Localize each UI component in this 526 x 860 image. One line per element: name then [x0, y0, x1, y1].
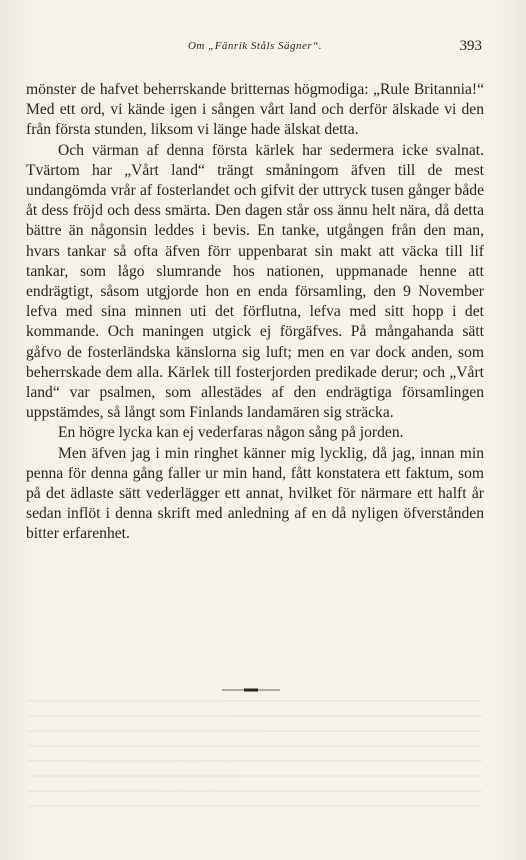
section-end-ornament [222, 687, 280, 693]
paragraph: Och värman af denna första kärlek har sedermera icke svalnat. Tvärtom har „Vårt land“ trängt småningom äfven till de mest undangömda vrår af fosterlandet och gifvit der uttryck tusen gånger både åt dess fröjd och dess smärta. Den dagen står oss ännu helt nära, då detta bättre än någonsin leddes i bevis. En tanke, utgången från den man, hvars tankar så ofta äfven förr uppenbarat sin makt att väcka till lif tankar, som lågo slumrande hos nationen, uppmanade henne att endrägtigt, såsom utgjorde hon en enda församling, den 9 November lefva med sina minnen uti det förflutna, lefva med sitt hopp i det kommande. Och maningen utgick ej förgäfves. På mångahanda sätt gåfvo de fosterländska känslorna sig luft; men en var dock anden, som beherrskade dem alla. Kärlek till fosterjorden predikade derur; och „Vårt land“ var psalmen, som allestädes af den endrägtiga församlingen uppstämdes, så långt som Finlands landamären sig sträcka. [26, 141, 484, 422]
body-text [26, 80, 484, 545]
paragraph: En högre lycka kan ej vederfaras någon sång på jorden. [58, 424, 404, 442]
page-number: 393 [459, 38, 482, 54]
running-header [28, 40, 482, 58]
show-through-shadow [28, 700, 482, 820]
running-title: Om „Fänrik Ståls Sägner“. [187, 40, 323, 52]
paragraph-continued: mönster de hafvet beherrskande britternas högmodiga: „Rule Britannia!“ Med ett ord, vi kände igen i sången vårt land och derför älskade vi den från första stunden, liksom vi länge hade älskat detta. [26, 81, 484, 139]
paragraph: Men äfven jag i min ringhet känner mig lycklig, då jag, innan min penna för denna gång faller ur min hand, fått konstatera ett faktum, som på det ädlaste sätt vederlägger ett annat, hvilket för närmare ett halft år sedan inflöt i denna skrift med anledning af en då nyligen öfverstånden bitter erfarenhet. [26, 444, 484, 543]
